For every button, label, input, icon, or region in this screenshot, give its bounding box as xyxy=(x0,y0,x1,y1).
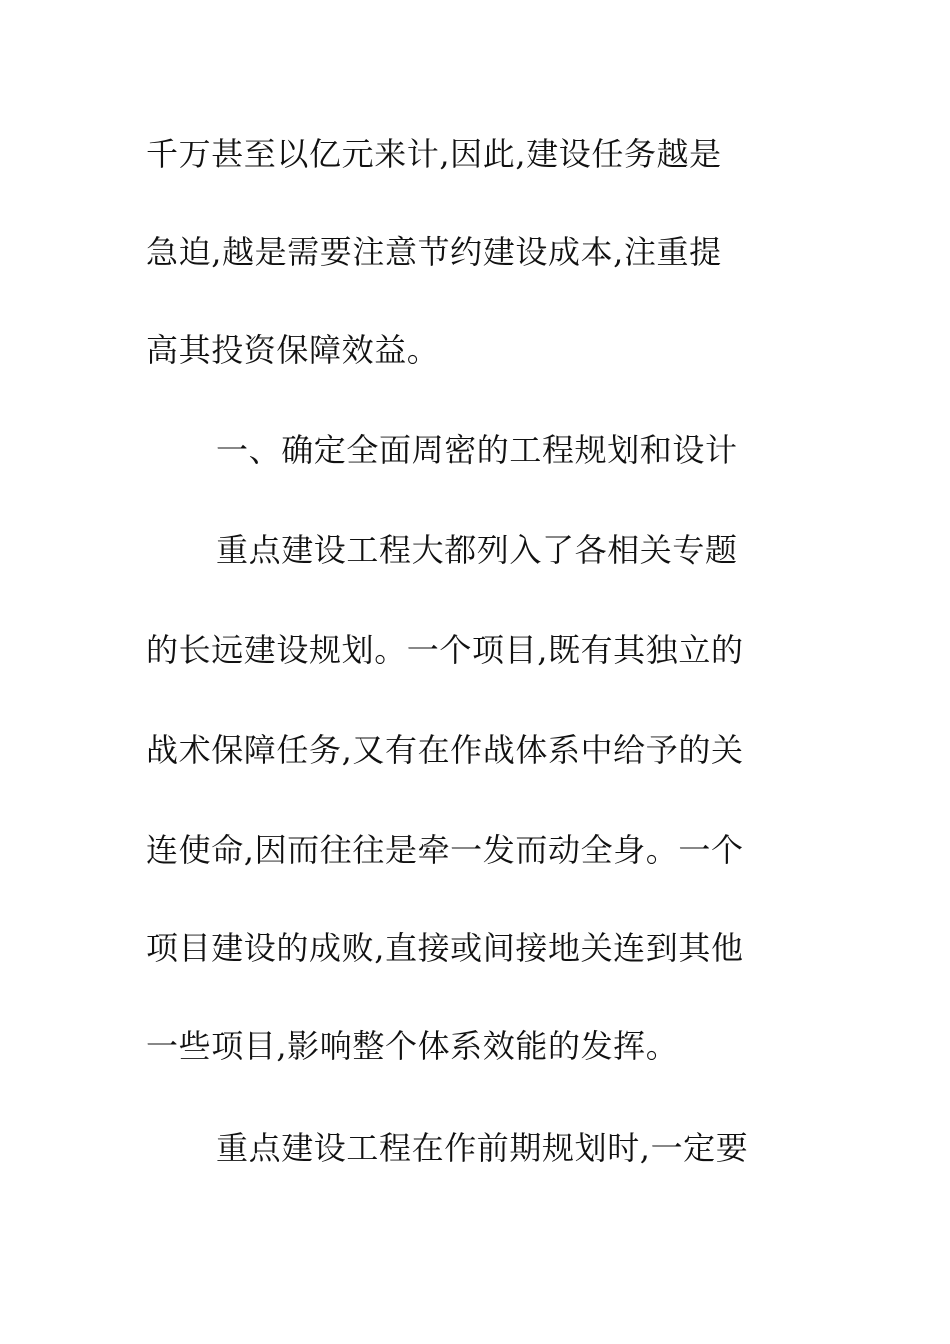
paragraph-line: 急迫,越是需要注意节约建设成本,注重提 xyxy=(146,233,722,271)
paragraph-line: 连使命,因而往往是牵一发而动全身。一个 xyxy=(146,831,744,869)
section-heading: 一、确定全面周密的工程规划和设计 xyxy=(216,431,738,469)
paragraph-line: 一些项目,影响整个体系效能的发挥。 xyxy=(146,1027,679,1065)
paragraph-line: 的长远建设规划。一个项目,既有其独立的 xyxy=(146,631,744,669)
paragraph-line: 战术保障任务,又有在作战体系中给予的关 xyxy=(146,731,744,769)
paragraph-line: 高其投资保障效益。 xyxy=(146,331,440,369)
paragraph-line: 项目建设的成败,直接或间接地关连到其他 xyxy=(146,929,744,967)
paragraph-line: 重点建设工程在作前期规划时,一定要 xyxy=(216,1129,749,1167)
paragraph-line: 千万甚至以亿元来计,因此,建设任务越是 xyxy=(146,135,722,173)
paragraph-line: 重点建设工程大都列入了各相关专题 xyxy=(216,531,738,569)
